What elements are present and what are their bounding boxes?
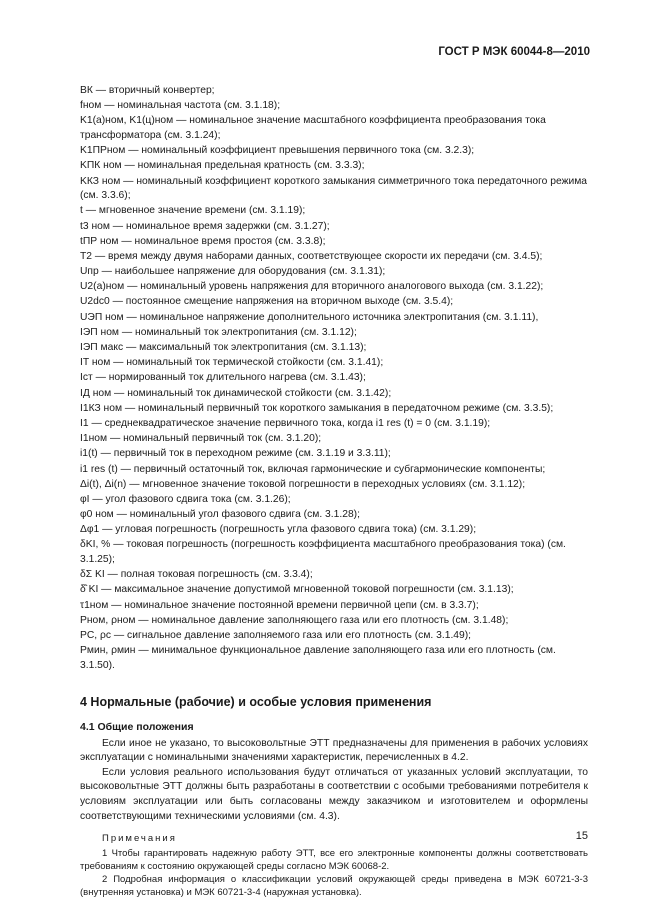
symbol-definition: KПК ном — номинальная предельная кратность (см. 3.3.3); <box>80 160 365 172</box>
symbol-definition: IД ном — номинальный ток динамической стойкости (см. 3.1.42); <box>80 387 392 399</box>
symbol-definition: Uпр — наибольшее напряжение для оборудования (см. 3.1.31); <box>80 266 386 278</box>
symbol-definition: i1(t) — первичный ток в переходном режиме (см. 3.1.19 и 3.3.11); <box>80 448 391 460</box>
note: 1 Чтобы гарантировать надежную работу ЭТТ, все его электронные компоненты должны соответствовать требованиям к состоянию окружающей среды согласно МЭК 60068-2. <box>80 847 588 872</box>
symbol-list <box>80 84 588 673</box>
paragraph: Если условия реального использования будут отличаться от указанных условий эксплуатации, то высоковольтные ЭТТ должны быть разработаны в соответствии с особыми требованиями потребителя к условиям эксплуатации или быть согласованы между заказчиком и изготовителем и оформлены соответствующими техническими условиями (см. 4.3). <box>80 766 588 822</box>
page-number: 15 <box>575 830 588 842</box>
note: 2 Подробная информация о классификации условий окружающей среды приведена в МЭК 60721-3-3 (внутренняя установка) и МЭК 60721-3-4 (наружная установка). <box>80 873 588 898</box>
symbol-definition: T2 — время между двумя наборами данных, соответствующее скорости их передачи (см. 3.4.5); <box>80 250 543 262</box>
subsection-title: 4.1 Общие положения <box>80 720 194 733</box>
document-header: ГОСТ Р МЭК 60044-8—2010 <box>438 46 590 58</box>
symbol-definition: δ̂ KI — максимальное значение допустимой мгновенной токовой погрешности (см. 3.1.13); <box>80 584 514 596</box>
symbol-definition: δKI, % — токовая погрешность (погрешность коэффициента масштабного преобразования тока) (см. 3.1.25); <box>80 539 566 566</box>
symbol-definition: τ1ном — номинальное значение постоянной времени первичной цепи (см. в 3.3.7); <box>80 599 479 611</box>
symbol-definition: tПР ном — номинальное время простоя (см. 3.3.8); <box>80 235 326 247</box>
symbol-definition: PC, ρc — сигнальное давление заполняемого газа или его плотность (см. 3.1.49); <box>80 629 472 641</box>
symbol-definition: UЭП ном — номинальное напряжение дополнительного источника электропитания (см. 3.1.11), <box>80 311 539 323</box>
symbol-definition: I1КЗ ном — номинальный первичный ток короткого замыкания в передаточном режиме (см. 3.3.5); <box>80 402 554 414</box>
symbol-definition: U2(а)ном — номинальный уровень напряжения для вторичного аналогового выхода (см. 3.1.22); <box>80 281 544 293</box>
symbol-definition: K1(а)ном, K1(ц)ном — номинальное значение масштабного коэффициента преобразования тока трансформатора (см. 3.1.24); <box>80 115 546 141</box>
symbol-definition: U2dc0 — постоянное смещение напряжения на вторичном выходе (см. 3.5.4); <box>80 296 454 308</box>
paragraph: Если иное не указано, то высоковольтные ЭТТ предназначены для применения в рабочих условиях эксплуатации с номинальными значениями характеристик, перечисленных в 4.2. <box>80 737 588 764</box>
symbol-definition: Δi(t), Δi(n) — мгновенное значение токовой погрешности в переходных условиях (см. 3.1.12); <box>80 478 526 490</box>
symbol-definition: I1ном — номинальный первичный ток (см. 3.1.20); <box>80 433 322 445</box>
symbol-definition: t3 ном — номинальное время задержки (см. 3.1.27); <box>80 220 330 232</box>
page-content <box>80 84 588 899</box>
symbol-definition: δΣ KI — полная токовая погрешность (см. 3.3.4); <box>80 569 313 581</box>
symbol-definition: Icт — нормированный ток длительного нагрева (см. 3.1.43); <box>80 372 366 384</box>
symbol-definition: Pмин, ρмин — минимальное функциональное давление заполняющего газа или его плотность (см. 3.1.50). <box>80 645 556 671</box>
symbol-definition: Pном, ρном — номинальное давление заполняющего газа или его плотность (см. 3.1.48); <box>80 614 509 626</box>
symbol-definition: IЭП макс — максимальный ток электропитания (см. 3.1.13); <box>80 342 367 353</box>
symbol-definition: IT ном — номинальный ток термической стойкости (см. 3.1.41); <box>80 357 384 369</box>
symbol-definition: fном — номинальная частота (см. 3.1.18); <box>80 100 281 112</box>
section-title: 4 Нормальные (рабочие) и особые условия применения <box>80 695 432 710</box>
symbol-definition: K1ПРном — номинальный коэффициент превышения первичного тока (см. 3.2.3); <box>80 145 475 157</box>
symbol-definition: i1 res (t) — первичный остаточный ток, включая гармонические и субгармонические компоненты; <box>80 463 546 475</box>
symbol-definition: IЭП ном — номинальный ток электропитания (см. 3.1.12); <box>80 326 357 338</box>
symbol-definition: φI — угол фазового сдвига тока (см. 3.1.26); <box>80 493 291 505</box>
symbol-definition: KКЗ ном — номинальный коэффициент короткого замыкания симметричного тока передаточного режима (см. 3.3.6); <box>80 175 588 202</box>
symbol-definition: t — мгновенное значение времени (см. 3.1.19); <box>80 205 306 217</box>
notes-title: Примечания <box>102 833 177 845</box>
symbol-definition: ВК — вторичный конвертер; <box>80 85 215 96</box>
symbol-definition: φ0 ном — номинальный угол фазового сдвига (см. 3.1.28); <box>80 509 360 521</box>
symbol-definition: I1 — среднеквадратическое значение первичного тока, когда i1 res (t) = 0 (см. 3.1.19); <box>80 417 491 429</box>
symbol-definition: Δφ1 — угловая погрешность (погрешность угла фазового сдвига тока) (см. 3.1.29); <box>80 524 477 536</box>
